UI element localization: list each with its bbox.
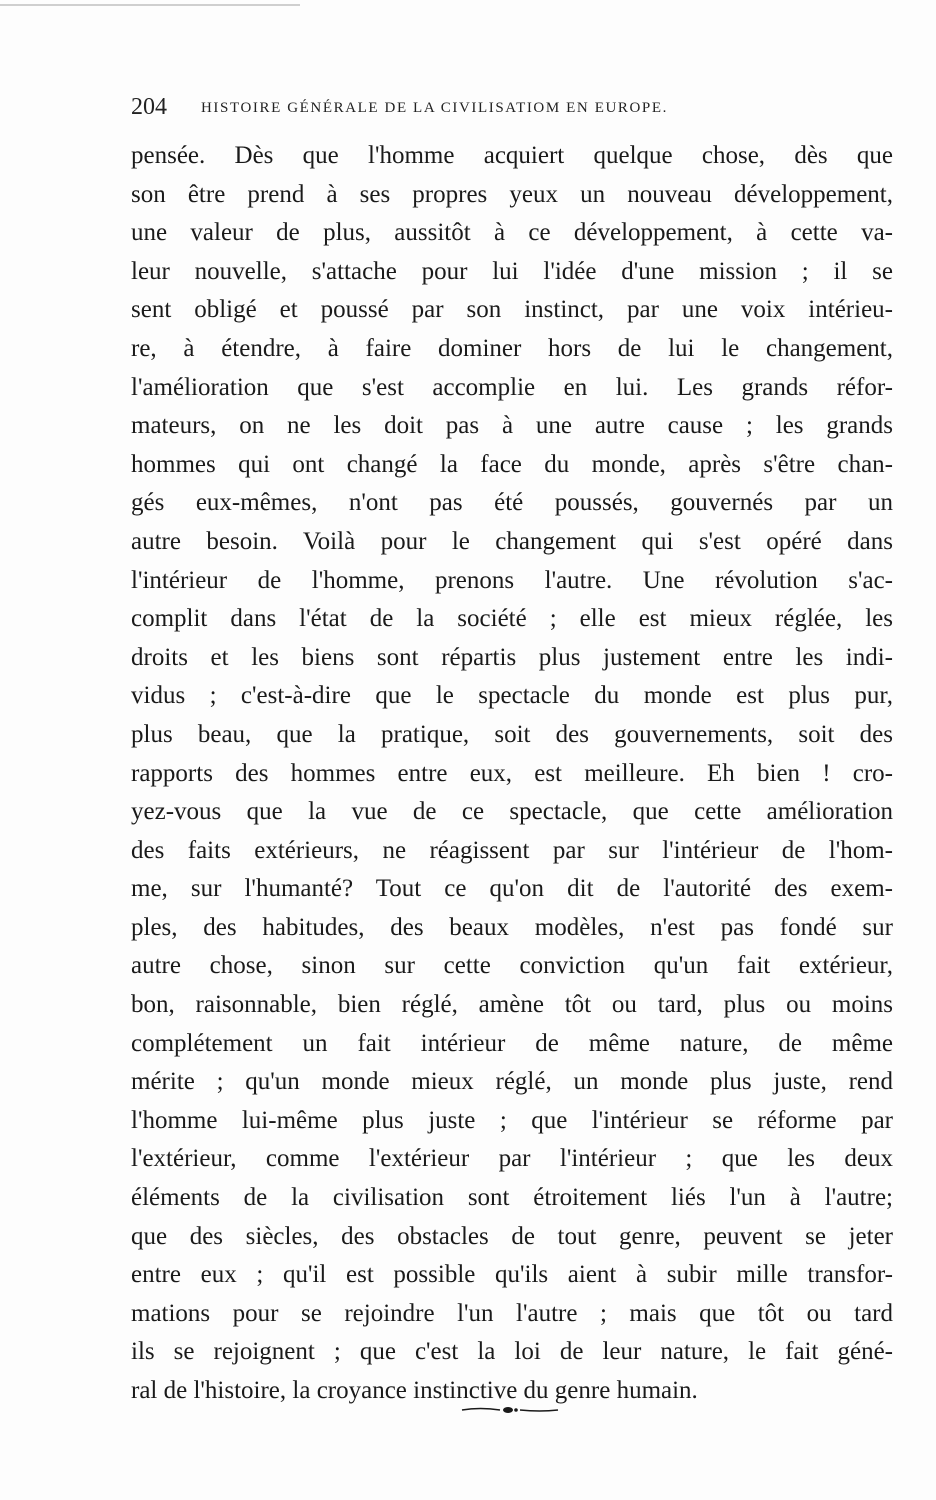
body-text [131,137,893,1411]
text-line: des faits extérieurs, ne réagissent par sur l'intérieur de l'hom- [131,836,893,864]
text-line: gés eux-mêmes, n'ont pas été poussés, gouvernés par un [131,489,893,517]
text-line: bon, raisonnable, bien réglé, amène tôt ou tard, plus ou moins [131,991,893,1019]
text-line: l'homme lui-même plus juste ; que l'intérieur se réforme par [131,1106,893,1134]
text-line: re, à étendre, à faire dominer hors de lui le changement, [131,334,893,362]
text-line: éléments de la civilisation sont étroitement liés l'un à l'autre; [131,1184,893,1212]
top-rule [0,4,300,6]
text-line: que des siècles, des obstacles de tout genre, peuvent se jeter [131,1222,893,1250]
text-line: l'amélioration que s'est accomplie en lui. Les grands réfor- [131,373,893,401]
running-head [131,92,831,122]
text-line: me, sur l'humanté? Tout ce qu'on dit de l'autorité des exem- [131,875,893,903]
text-line: leur nouvelle, s'attache pour lui l'idée d'une mission ; il se [131,257,893,285]
text-line: pensée. Dès que l'homme acquiert quelque chose, dès que [131,142,893,169]
text-line: droits et les biens sont répartis plus justement entre les indi- [131,643,893,671]
text-line: sent obligé et poussé par son instinct, par une voix intérieu- [131,296,893,324]
text-line: autre besoin. Voilà pour le changement qui s'est opéré dans [131,527,893,555]
text-line: autre chose, sinon sur cette conviction qu'un fait extérieur, [131,952,893,980]
text-line: ples, des habitudes, des beaux modèles, n'est pas fondé sur [131,913,893,941]
text-line: rapports des hommes entre eux, est meilleure. Eh bien ! cro- [131,759,893,787]
text-line: plus beau, que la pratique, soit des gouvernements, soit des [131,720,893,748]
text-line: entre eux ; qu'il est possible qu'ils aient à subir mille transfor- [131,1261,893,1289]
running-title: HISTOIRE GÉNÉRALE DE LA CIVILISATIOM EN EUROPE. [201,100,668,116]
text-line: yez-vous que la vue de ce spectacle, que cette amélioration [131,798,893,826]
text-line: complétement un fait intérieur de même nature, de même [131,1029,893,1057]
page-number: 204 [131,94,167,120]
text-line: mérite ; qu'un monde mieux réglé, un monde plus juste, rend [131,1068,893,1096]
end-ornament [460,1404,560,1416]
text-line: ils se rejoignent ; que c'est la loi de leur nature, le fait géné- [131,1338,893,1366]
text-line: l'intérieur de l'homme, prenons l'autre. Une révolution s'ac- [131,566,893,594]
text-line: mations pour se rejoindre l'un l'autre ; mais que tôt ou tard [131,1299,893,1327]
text-line: l'extérieur, comme l'extérieur par l'intérieur ; que les deux [131,1145,893,1173]
text-line: une valeur de plus, aussitôt à ce développement, à cette va- [131,219,893,247]
text-line: son être prend à ses propres yeux un nouveau développement, [131,180,893,208]
text-line: vidus ; c'est-à-dire que le spectacle du monde est plus pur, [131,682,893,710]
text-line: complit dans l'état de la société ; elle est mieux réglée, les [131,605,893,633]
text-line: mateurs, on ne les doit pas à une autre cause ; les grands [131,412,893,440]
text-line: hommes qui ont changé la face du monde, après s'être chan- [131,450,893,478]
text-line: ral de l'histoire, la croyance instinctive du genre humain. [131,1377,698,1404]
